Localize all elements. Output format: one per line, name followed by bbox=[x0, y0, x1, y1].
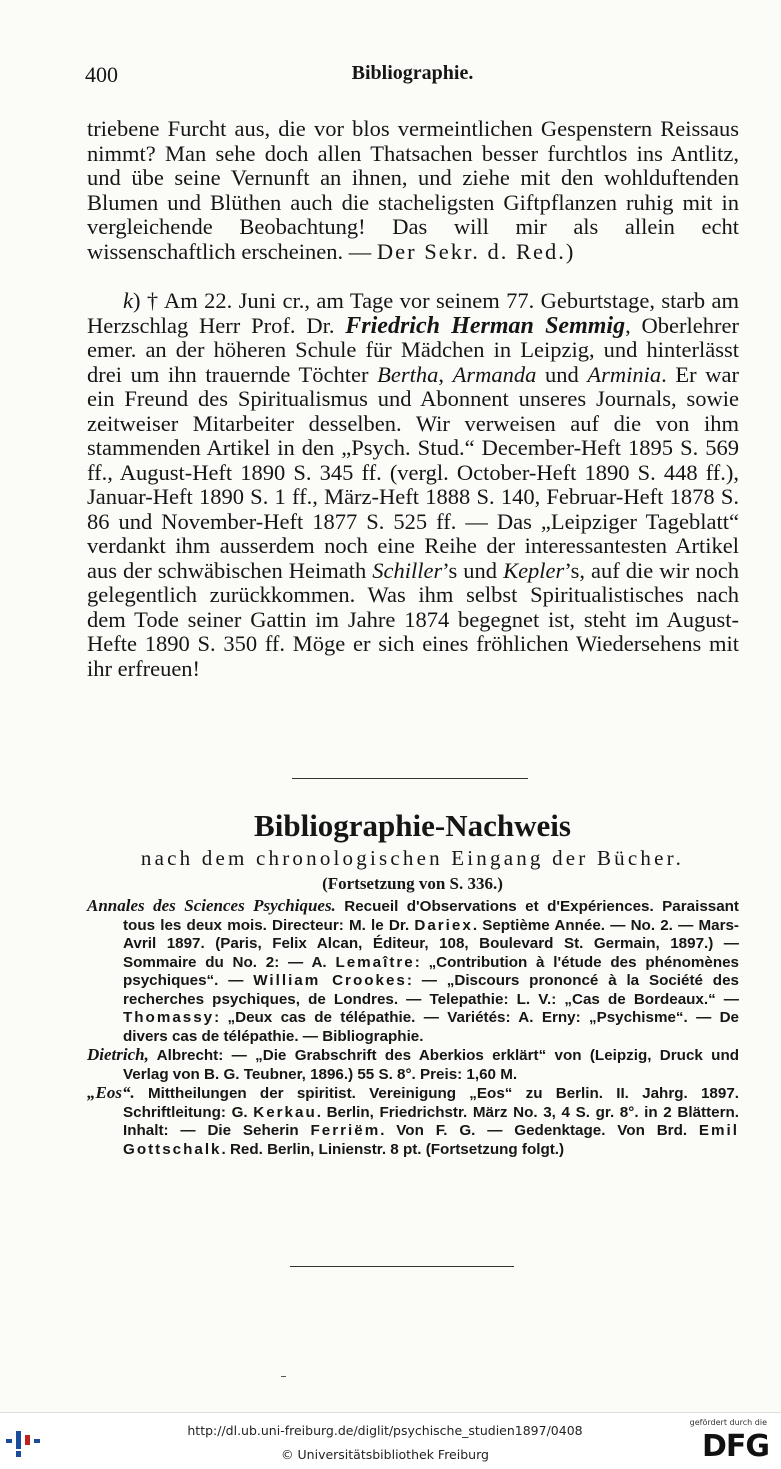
paragraph bbox=[87, 289, 739, 681]
text-run: , bbox=[438, 361, 453, 387]
copyright-notice: © Universitätsbibliothek Freiburg bbox=[281, 1447, 489, 1462]
text-run: , Oberlehrer emer. an der höheren Schule für Mädchen in Leipzig, und hinterlässt drei um ihn trauernde Töchter bbox=[87, 312, 739, 387]
spaced-name: Lemaître bbox=[335, 953, 415, 971]
text-run: . Red. Berlin, Linienstr. 8 pt. (Fortsetzung folgt.) bbox=[221, 1140, 565, 1158]
text-run: . Er war ein Freund des Spiritualismus und Abonnent unseres Journals, sowie zeitweiser Mitarbeiter desselben. Wir verweisen auf die von ihm stammenden Artikel in den „Psych. Stud.“ December-Heft 1895 S. 569 ff., August-Heft 1890 S. 345 ff. (vergl. October-Heft 1890 S. 448 ff.), Januar-Heft 1890 S. 1 ff., März-Heft 1888 S. 140, Februar-Heft 1878 S. 86 und November-Heft 1877 S. 525 ff. — Das „Leipziger Tageblatt“ verdankt ihm ausserdem noch eine Reihe der interessantesten Artikel aus der schwäbischen Heimath bbox=[87, 361, 740, 583]
spaced-name: Dariex bbox=[414, 916, 473, 934]
text-run: Recueil d'Observations et d'Expériences. Paraissant tous les deux mois. Directeur: M. le Dr. bbox=[123, 898, 739, 934]
text-run: Mittheilungen der spiritist. Vereinigung „Eos“ zu Berlin. II. Jahrg. 1897. Schriftleitung: G. bbox=[123, 1085, 739, 1121]
italic-name: Bertha bbox=[377, 361, 439, 387]
paragraph bbox=[87, 117, 739, 264]
text-run: : „Contribution à l'étude des phénomènes psychiques“. — bbox=[123, 953, 740, 989]
viewer-footer bbox=[0, 1412, 781, 1469]
bibliography-entry bbox=[87, 897, 739, 1046]
text-run: ) bbox=[565, 238, 574, 264]
italic-name: k bbox=[123, 288, 133, 313]
text-run: ) † Am 22. Juni cr., am Tage vor seinem 77. Geburtstage, starb am Herzschlag Herr Prof. Dr. bbox=[87, 288, 739, 338]
source-url[interactable]: http://dl.ub.uni-freiburg.de/diglit/psychische_studien1897/0408 bbox=[187, 1423, 583, 1438]
entry-heading: Friedrich Herman Semmig bbox=[345, 312, 626, 339]
text-run: triebene Furcht aus, die vor blos vermeintlichen Gespenstern Reissaus nimmt? Man sehe doch allen Thatsachen besser furchtlos ins Antlitz, und übe seine Vernunft an ihnen, und ziehe mit den wohlduftenden Blumen und Blüthen auch die stacheligsten Giftpflanzen ruhig mit in vergleichende Beobachtung! Das will mir als allein echt wissenschaftlich erscheinen. — bbox=[87, 116, 739, 264]
text-run: : — „Discours prononcé à la Société des recherches psychiques, de Londres. — Telepathie: L. V.: „Cas de Bordeaux.“ — bbox=[123, 972, 739, 1008]
page-header bbox=[85, 62, 740, 96]
section-divider bbox=[292, 778, 528, 779]
italic-name: Arminia bbox=[587, 361, 662, 387]
text-run: ’s, auf die wir noch gelegentlich zurückkommen. Was ihm selbst Spiritualistisches nach dem Tode seiner Gattin im Jahre 1874 begegnet ist, steht im August-Hefte 1890 S. 350 ff. Möge er sich eines fröhlichen Wiedersehens mit ihr erfreuen! bbox=[87, 557, 739, 681]
italic-name: Kepler bbox=[503, 557, 565, 583]
page-number: 400 bbox=[85, 62, 118, 87]
bibliography-title: Bibliographie-Nachweis bbox=[254, 808, 571, 843]
end-divider bbox=[290, 1266, 514, 1267]
text-run: und bbox=[536, 361, 588, 387]
obituary-paragraph bbox=[87, 289, 739, 681]
bibliography-continuation: (Fortsetzung von S. 336.) bbox=[322, 874, 503, 893]
library-logo-icon bbox=[4, 1423, 44, 1461]
text-run: : „Deux cas de télépathie. — Variétés: A. Erny: „Psychisme“. — De divers cas de télépathie. — Bibliographie. bbox=[123, 1009, 739, 1045]
italic-name: Schiller bbox=[372, 557, 443, 583]
running-head: Bibliographie. bbox=[351, 62, 474, 84]
text-run: . Septième Année. — No. 2. — Mars-Avril 1897. (Paris, Felix Alcan, Éditeur, 108, Boulevard St. Germain, 1897.) — Sommaire du No. 2: — A. bbox=[123, 916, 739, 971]
spaced-name: William Crookes bbox=[253, 972, 407, 989]
bibliography-entries bbox=[87, 897, 739, 1159]
article-continuation bbox=[87, 117, 739, 264]
bibliography-entry bbox=[87, 1046, 739, 1084]
entry-heading: Dietrich, bbox=[87, 1045, 149, 1064]
text-run: ’s und bbox=[442, 557, 504, 583]
dfg-funding-label: gefördert durch die bbox=[689, 1418, 767, 1427]
bibliography-entry bbox=[87, 1084, 739, 1159]
spaced-name: Kerkau bbox=[253, 1103, 317, 1121]
entry-heading: Annales des Sciences Psychiques. bbox=[87, 896, 336, 915]
text-run: Albrecht: — „Die Grabschrift des Aberkios erklärt“ von (Leipzig, Druck und Verlag von B. G. Teubner, 1896.) 55 S. 8°. Preis: 1,60 M. bbox=[123, 1047, 739, 1083]
spaced-name: Ferriëm bbox=[310, 1122, 381, 1139]
entry-heading: „Eos“. bbox=[87, 1083, 135, 1102]
scan-mark bbox=[281, 1376, 286, 1377]
dfg-logo: DFG bbox=[701, 1429, 769, 1464]
spaced-name: Der Sekr. d. Red. bbox=[376, 238, 566, 264]
text-run: . Berlin, Friedrichstr. März No. 3, 4 S. gr. 8°. in 2 Blättern. Inhalt: — Die Seherin bbox=[123, 1103, 739, 1139]
bibliography-subtitle: nach dem chronologischen Eingang der Bücher. bbox=[140, 846, 685, 870]
italic-name: Armanda bbox=[452, 361, 537, 387]
text-run: . Von F. G. — Gedenktage. Von Brd. bbox=[380, 1122, 699, 1139]
spaced-name: Thomassy bbox=[123, 1009, 215, 1026]
spaced-name: Emil Gottschalk bbox=[123, 1122, 739, 1158]
